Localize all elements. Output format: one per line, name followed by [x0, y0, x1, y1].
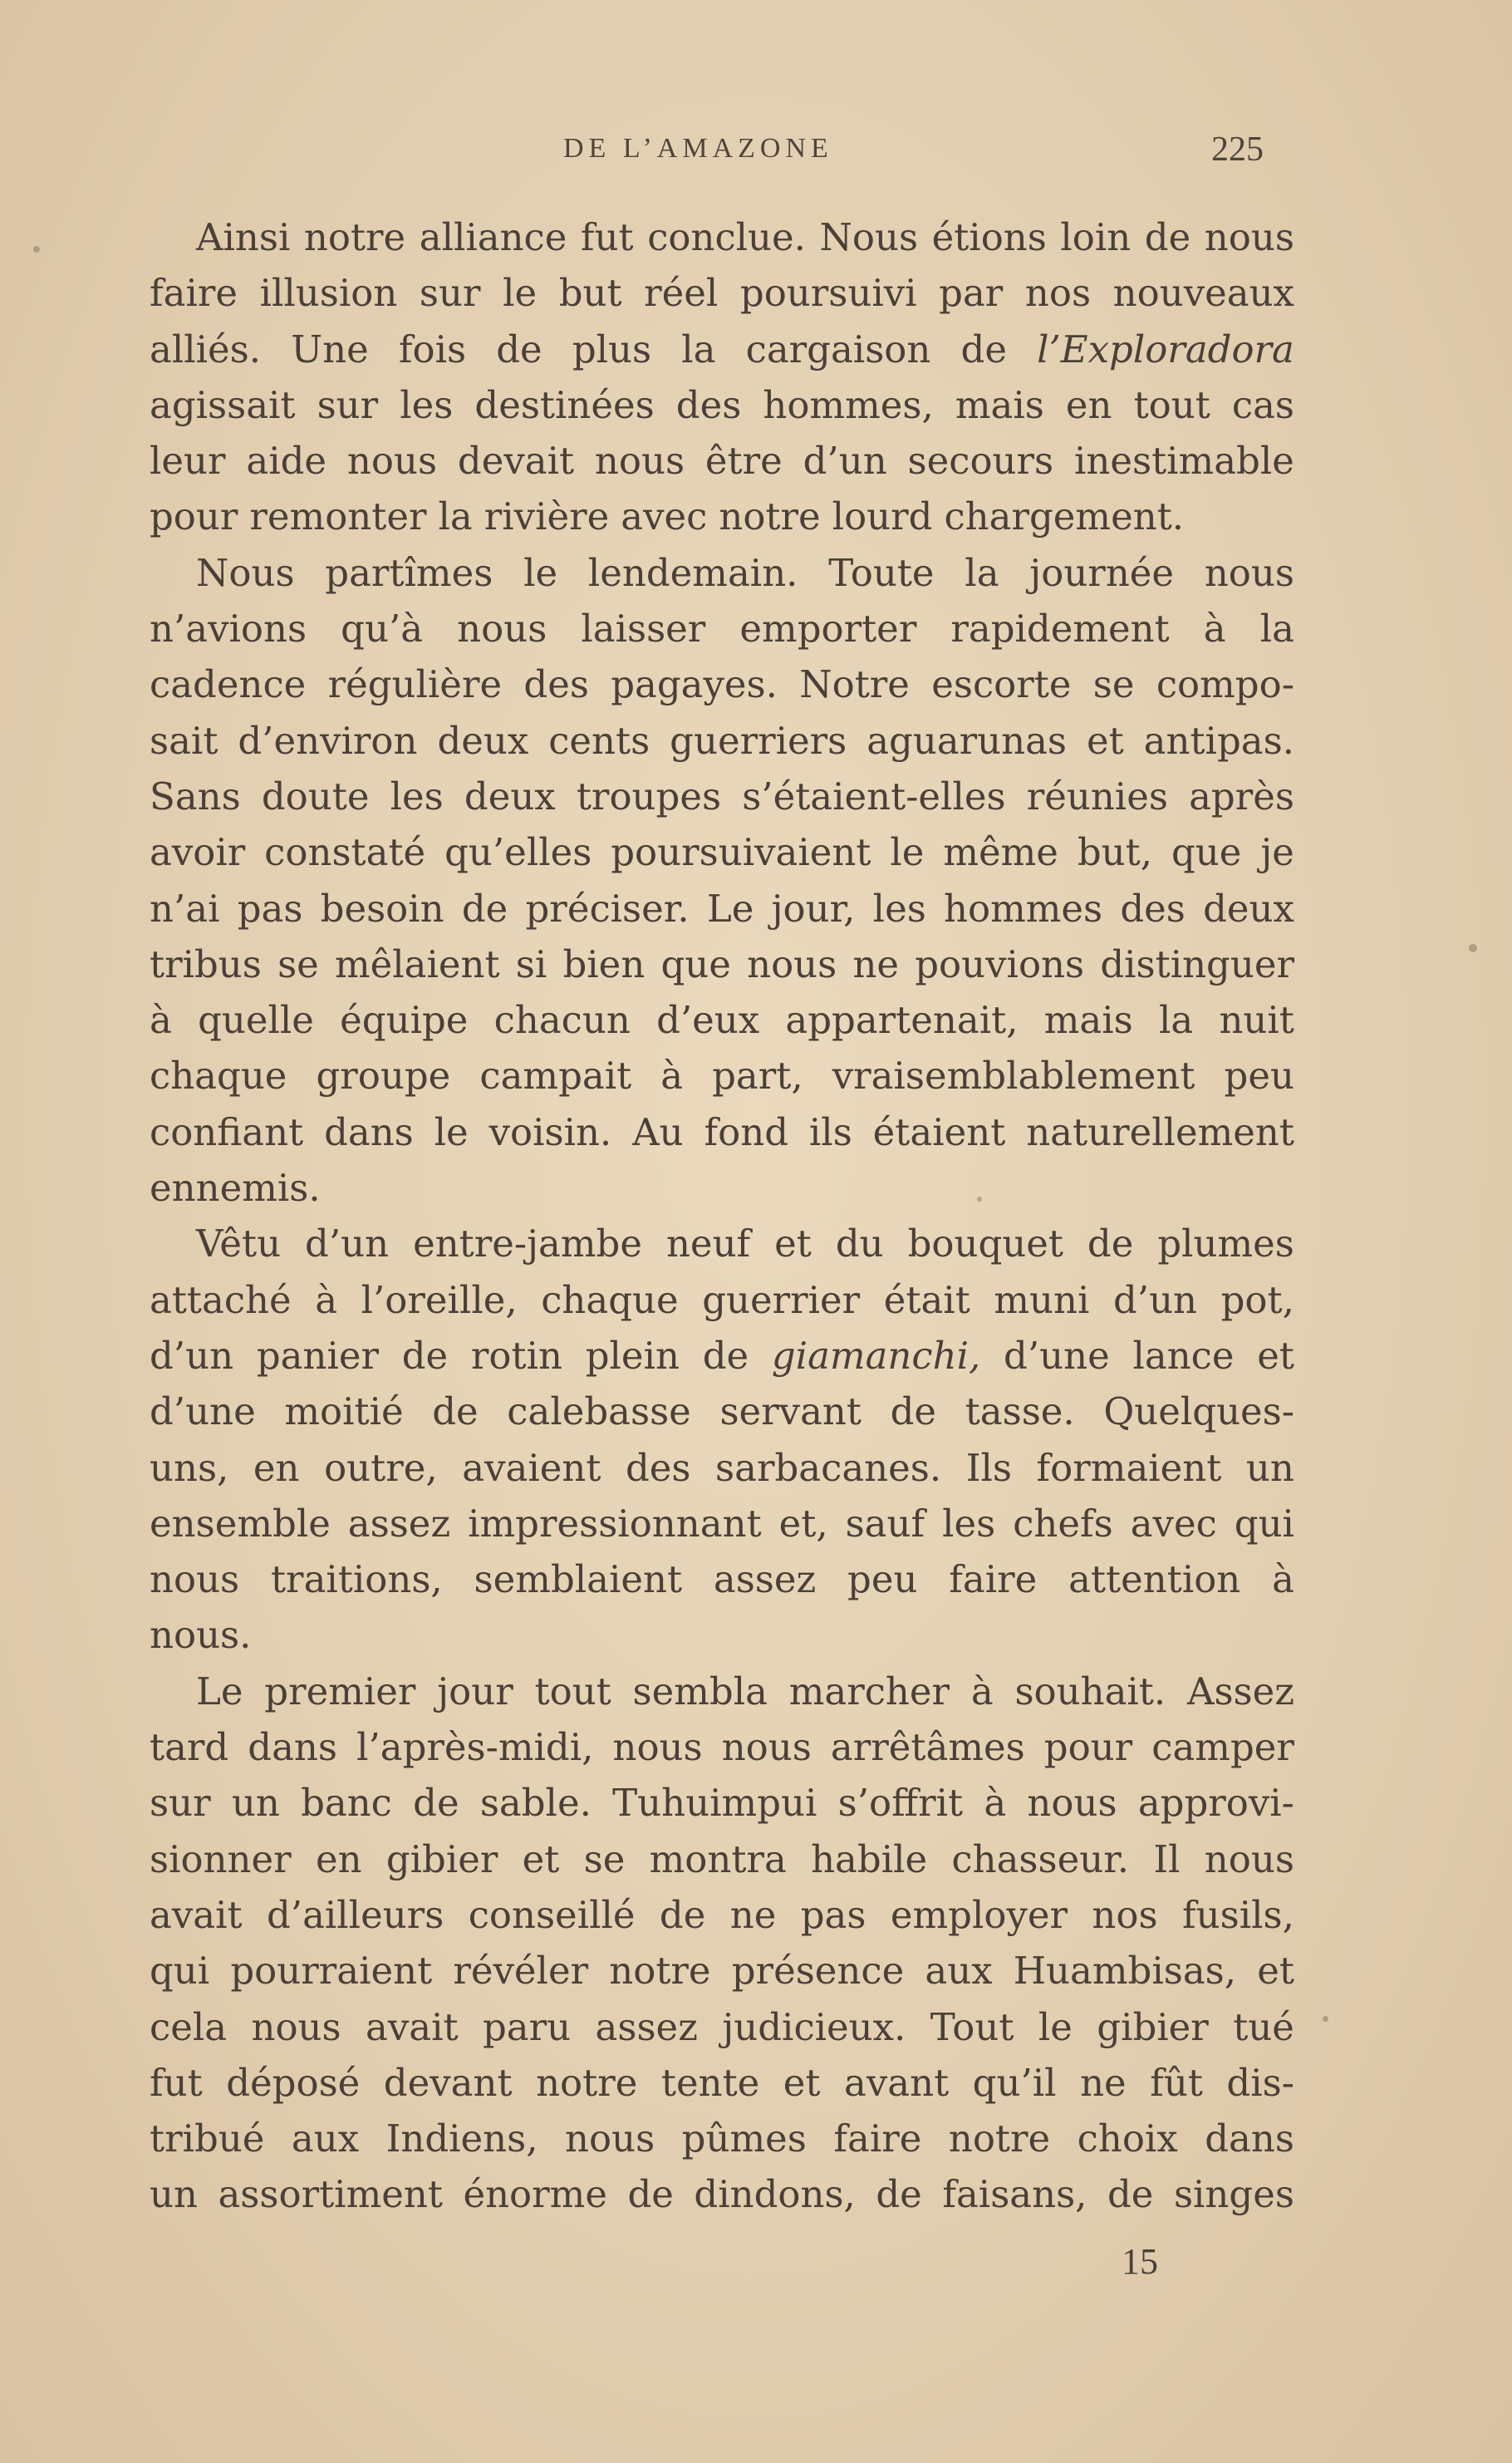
text-line: Vêtu d’un entre-jambe neuf et du bouquet de plumes: [196, 1222, 1294, 1266]
text-line: n’avions qu’à nous laisser emporter rapidement à la: [150, 607, 1294, 651]
text-line: chaque groupe campait à part, vraisemblablement peu: [150, 1054, 1294, 1099]
paper-speck: [977, 1197, 982, 1202]
running-title: DE L’AMAZONE: [563, 133, 833, 164]
text-line: sur un banc de sable. Tuhuimpui s’offrit à nous approvi-: [150, 1781, 1294, 1826]
text-line: cela nous avait paru assez judicieux. Tout le gibier tué: [150, 2004, 1294, 2049]
body-text: [150, 209, 1294, 2223]
paper-speck: [33, 246, 40, 253]
text-line: d’une moitié de calebasse servant de tasse. Quelques-: [150, 1389, 1294, 1434]
text-line: à quelle équipe chacun d’eux appartenait, mais la nuit: [150, 998, 1294, 1043]
text-line: faire illusion sur le but réel poursuivi par nos nouveaux: [150, 271, 1294, 316]
text-line: leur aide nous devait nous être d’un secours inestimable: [150, 439, 1294, 484]
text-line: Ainsi notre alliance fut conclue. Nous étions loin de nous: [196, 215, 1294, 259]
text-line: Sans doute les deux troupes s’étaient-elles réunies après: [150, 774, 1294, 819]
text-line: sait d’environ deux cents guerriers aguarunas et antipas.: [150, 718, 1294, 763]
text-line: tribus se mêlaient si bien que nous ne pouvions distinguer: [150, 941, 1294, 986]
text-line: avoir constaté qu’elles poursuivaient le même but, que je: [150, 830, 1294, 875]
text-line: ensemble assez impressionnant et, sauf les chefs avec qui: [150, 1501, 1294, 1546]
text-line: agissait sur les destinées des hommes, mais en tout cas: [150, 382, 1294, 427]
text-line: n’ai pas besoin de préciser. Le jour, les hommes des deux: [150, 886, 1294, 931]
signature-mark: 15: [1122, 2241, 1158, 2282]
text-line: tribué aux Indiens, nous pûmes faire notre choix dans: [150, 2116, 1294, 2161]
text-line: uns, en outre, avaient des sarbacanes. Ils formaient un: [150, 1445, 1294, 1490]
text-line: sionner en gibier et se montra habile chasseur. Il nous: [150, 1836, 1294, 1881]
text-line: avait d’ailleurs conseillé de ne pas employer nos fusils,: [150, 1892, 1294, 1937]
text-line: tard dans l’après-midi, nous nous arrêtâmes pour camper: [150, 1725, 1294, 1770]
page-number: 225: [1211, 130, 1264, 169]
text-line: nous traitions, semblaient assez peu faire attention à: [150, 1557, 1294, 1602]
text-line: nous.: [150, 1613, 252, 1658]
paper-speck: [1323, 2016, 1328, 2022]
text-line: Nous partîmes le lendemain. Toute la journée nous: [196, 550, 1294, 595]
text-line: cadence régulière des pagayes. Notre escorte se compo-: [150, 662, 1294, 707]
text-line: un assortiment énorme de dindons, de faisans, de singes: [150, 2172, 1294, 2217]
text-line: confiant dans le voisin. Au fond ils étaient naturellement: [150, 1109, 1294, 1154]
text-line: attaché à l’oreille, chaque guerrier était muni d’un pot,: [150, 1277, 1294, 1322]
text-line: Le premier jour tout sembla marcher à souhait. Assez: [196, 1669, 1294, 1713]
text-line: pour remonter la rivière avec notre lourd chargement.: [150, 494, 1185, 539]
text-line: alliés. Une fois de plus la cargaison de l’Exploradora: [150, 327, 1294, 371]
text-line: fut déposé devant notre tente et avant qu’il ne fût dis-: [150, 2060, 1294, 2105]
text-line: qui pourraient révéler notre présence aux Huambisas, et: [150, 1949, 1294, 1994]
paper-speck: [1469, 944, 1477, 952]
text-line: ennemis.: [150, 1166, 321, 1211]
text-line: d’un panier de rotin plein de giamanchi, d’une lance et: [150, 1333, 1294, 1378]
